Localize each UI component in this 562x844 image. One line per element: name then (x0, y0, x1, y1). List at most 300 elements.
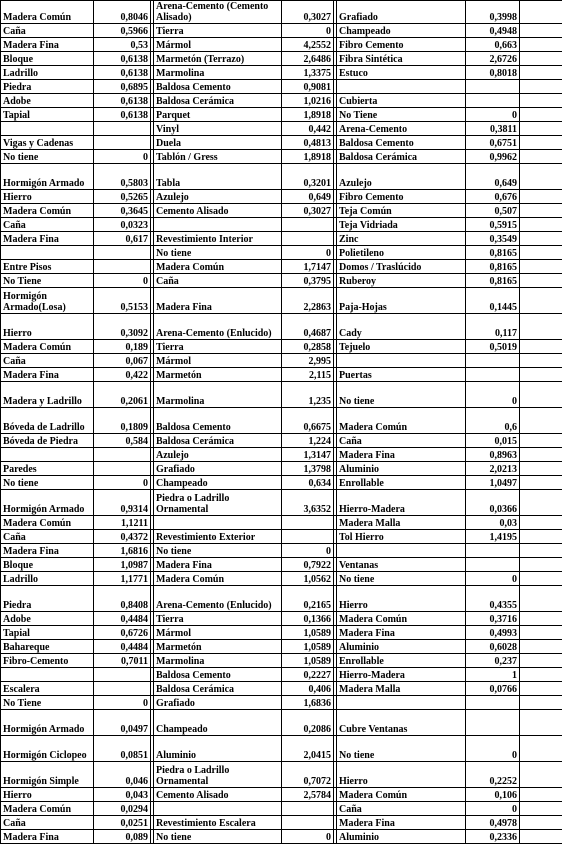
material-label: Revestimiento Exterior (154, 530, 282, 544)
coefficient-value (94, 136, 151, 150)
coefficient-value: 0,5966 (94, 24, 151, 38)
table-row (1, 274, 562, 288)
coefficient-value (466, 558, 520, 572)
spacer-cell (520, 368, 562, 382)
coefficient-value: 0,4484 (94, 640, 151, 654)
spacer-cell (520, 654, 562, 668)
material-label: No tiene (337, 382, 466, 408)
material-label: Hierro-Madera (337, 490, 466, 516)
table-row (1, 122, 562, 136)
table-row (1, 190, 562, 204)
table-row (1, 204, 562, 218)
spacer-cell (520, 530, 562, 544)
coefficient-value: 0,8046 (94, 1, 151, 24)
material-label: Marmetón (Terrazo) (154, 52, 282, 66)
material-label: Hormigón Armado (1, 710, 94, 736)
table-body (1, 1, 562, 844)
material-label: Baldosa Cemento (337, 136, 466, 150)
spacer-cell (520, 1, 562, 24)
table-row (1, 288, 562, 314)
material-label: Madera Común (1, 802, 94, 816)
coefficient-value: 0,3716 (466, 612, 520, 626)
spacer-cell (520, 762, 562, 788)
material-label: Parquet (154, 108, 282, 122)
coefficient-value: 0,0323 (94, 218, 151, 232)
table-row (1, 462, 562, 476)
material-label: Aluminio (337, 462, 466, 476)
material-label: Grafiado (154, 696, 282, 710)
coefficient-value: 3,6352 (282, 490, 334, 516)
table-row (1, 572, 562, 586)
table-row (1, 654, 562, 668)
material-label: Tierra (154, 24, 282, 38)
spacer-cell (520, 66, 562, 80)
material-label: Madera Fina (337, 626, 466, 640)
table-row (1, 788, 562, 802)
material-label: Cemento Alisado (154, 204, 282, 218)
material-label: Madera Fina (337, 448, 466, 462)
coefficient-value: 0,8165 (466, 246, 520, 260)
coefficient-value (94, 682, 151, 696)
material-label: No Tiene (1, 696, 94, 710)
material-label: Enrollable (337, 654, 466, 668)
spacer-cell (520, 640, 562, 654)
coefficient-value: 0 (466, 736, 520, 762)
coefficient-value: 0,4687 (282, 314, 334, 340)
spacer-cell (520, 612, 562, 626)
coefficient-value: 0,0497 (94, 710, 151, 736)
coefficient-value: 0,2061 (94, 382, 151, 408)
coefficient-value: 1,1211 (94, 516, 151, 530)
coefficient-value: 0,237 (466, 654, 520, 668)
material-label: Entre Pisos (1, 260, 94, 274)
coefficient-value: 0 (282, 246, 334, 260)
coefficient-value: 0,3027 (282, 204, 334, 218)
spacer-cell (520, 314, 562, 340)
table-row (1, 368, 562, 382)
material-label: Caña (337, 434, 466, 448)
coefficient-value: 0,015 (466, 434, 520, 448)
coefficient-value (94, 122, 151, 136)
coefficient-value: 1,6816 (94, 544, 151, 558)
material-label: Arena-Cemento (Cemento Alisado) (154, 1, 282, 24)
material-label: No tiene (154, 246, 282, 260)
coefficient-value (466, 94, 520, 108)
coefficient-value: 0,046 (94, 762, 151, 788)
material-label: Paja-Hojas (337, 288, 466, 314)
table-row (1, 218, 562, 232)
material-label: Piedra (1, 586, 94, 612)
material-label: Azulejo (337, 164, 466, 190)
material-label: Baldosa Cemento (154, 408, 282, 434)
spacer-cell (520, 830, 562, 844)
spacer-cell (520, 340, 562, 354)
coefficient-value: 0,7011 (94, 654, 151, 668)
spacer-cell (520, 490, 562, 516)
material-label: Domos / Traslúcido (337, 260, 466, 274)
material-label: Grafiado (337, 1, 466, 24)
material-label: Grafiado (154, 462, 282, 476)
table-row (1, 696, 562, 710)
coefficient-value (94, 668, 151, 682)
material-label: Caña (1, 354, 94, 368)
table-row (1, 24, 562, 38)
material-label: No tiene (337, 736, 466, 762)
coefficient-value (466, 354, 520, 368)
spacer-cell (520, 80, 562, 94)
coefficient-value: 0,5915 (466, 218, 520, 232)
material-label: Arena-Cemento (337, 122, 466, 136)
material-label: Hormigón Ciclopeo (1, 736, 94, 762)
table-row (1, 80, 562, 94)
coefficient-value: 0,067 (94, 354, 151, 368)
coefficient-value (94, 462, 151, 476)
material-label: Caña (154, 274, 282, 288)
coefficient-value: 1,0216 (282, 94, 334, 108)
material-label: Tabla (154, 164, 282, 190)
material-label: Enrollable (337, 476, 466, 490)
material-label: Bloque (1, 558, 94, 572)
table-row (1, 558, 562, 572)
material-label: Ruberoy (337, 274, 466, 288)
spacer-cell (520, 218, 562, 232)
coefficient-value: 0,3027 (282, 1, 334, 24)
coefficient-value: 2,115 (282, 368, 334, 382)
material-label: Baldosa Cemento (154, 668, 282, 682)
spacer-cell (520, 274, 562, 288)
coefficient-value: 0,4484 (94, 612, 151, 626)
material-label: Baldosa Cerámica (337, 150, 466, 164)
coefficient-value (282, 516, 334, 530)
coefficient-value (466, 368, 520, 382)
spacer-cell (520, 586, 562, 612)
spacer-cell (520, 802, 562, 816)
table-row (1, 108, 562, 122)
coefficient-value: 0,4372 (94, 530, 151, 544)
material-label: Mármol (154, 626, 282, 640)
spacer-cell (520, 260, 562, 274)
coefficient-value: 0,3092 (94, 314, 151, 340)
table-row (1, 516, 562, 530)
coefficient-value: 0,0251 (94, 816, 151, 830)
coefficient-value: 1,0589 (282, 640, 334, 654)
coefficient-value: 0,2858 (282, 340, 334, 354)
coefficient-value: 0,0766 (466, 682, 520, 696)
coefficient-value: 1 (466, 668, 520, 682)
coefficient-value: 1,1771 (94, 572, 151, 586)
coefficient-value: 0,9081 (282, 80, 334, 94)
coefficient-value: 0 (466, 572, 520, 586)
spacer-cell (520, 246, 562, 260)
material-label: Hierro (1, 314, 94, 340)
coefficient-value: 2,2863 (282, 288, 334, 314)
spacer-cell (520, 710, 562, 736)
material-label (1, 122, 94, 136)
coefficient-value: 0,8165 (466, 260, 520, 274)
material-label: Caña (1, 816, 94, 830)
material-label: Cady (337, 314, 466, 340)
coefficient-value: 0 (466, 802, 520, 816)
coefficient-value: 1,6836 (282, 696, 334, 710)
coefficient-value: 1,224 (282, 434, 334, 448)
material-label: Teja Vidriada (337, 218, 466, 232)
spacer-cell (520, 136, 562, 150)
coefficient-value: 0,3811 (466, 122, 520, 136)
coefficient-value: 0 (282, 830, 334, 844)
spacer-cell (520, 52, 562, 66)
material-label: Marmetón (154, 640, 282, 654)
coefficient-value: 1,7147 (282, 260, 334, 274)
coefficient-value: 1,8918 (282, 108, 334, 122)
spacer-cell (520, 696, 562, 710)
material-label: No Tiene (337, 108, 466, 122)
spacer-cell (520, 462, 562, 476)
coefficient-value: 0,4993 (466, 626, 520, 640)
material-label: No tiene (154, 544, 282, 558)
table-row (1, 246, 562, 260)
material-label: Madera Malla (337, 516, 466, 530)
material-label: No tiene (154, 830, 282, 844)
table-row (1, 476, 562, 490)
coefficient-value: 0,6751 (466, 136, 520, 150)
spacer-cell (520, 572, 562, 586)
table-row (1, 762, 562, 788)
coefficient-value: 0,106 (466, 788, 520, 802)
coefficient-value: 0,0366 (466, 490, 520, 516)
material-label: Madera Común (1, 516, 94, 530)
material-label: Tapial (1, 108, 94, 122)
coefficient-value: 2,995 (282, 354, 334, 368)
material-label: Paredes (1, 462, 94, 476)
coefficient-value: 0,1809 (94, 408, 151, 434)
table-row (1, 136, 562, 150)
spacer-cell (520, 204, 562, 218)
material-label: Caña (1, 24, 94, 38)
material-label: Vigas y Cadenas (1, 136, 94, 150)
material-label: Madera Común (337, 612, 466, 626)
material-label: Arena-Cemento (Enlucido) (154, 314, 282, 340)
table-row (1, 816, 562, 830)
material-label: Caña (337, 802, 466, 816)
spacer-cell (520, 288, 562, 314)
material-label: Hormigón Armado (1, 164, 94, 190)
coefficient-value (94, 246, 151, 260)
material-label: No tiene (1, 150, 94, 164)
spacer-cell (520, 558, 562, 572)
material-label: Vinyl (154, 122, 282, 136)
coefficient-value: 2,6486 (282, 52, 334, 66)
material-label: Hierro (1, 788, 94, 802)
spacer-cell (520, 816, 562, 830)
table-row (1, 448, 562, 462)
coefficient-value: 0,5019 (466, 340, 520, 354)
table-row (1, 340, 562, 354)
coefficient-value: 0,53 (94, 38, 151, 52)
material-label: Madera y Ladrillo (1, 382, 94, 408)
coefficient-value: 0,6138 (94, 94, 151, 108)
material-label: Aluminio (337, 830, 466, 844)
material-label: Arena-Cemento (Enlucido) (154, 586, 282, 612)
spacer-cell (520, 476, 562, 490)
material-label: Aluminio (337, 640, 466, 654)
coefficient-value: 0,089 (94, 830, 151, 844)
material-label: Azulejo (154, 448, 282, 462)
material-label: Hierro-Madera (337, 668, 466, 682)
coefficient-value: 0,406 (282, 682, 334, 696)
material-label: Madera Fina (154, 288, 282, 314)
table-row (1, 736, 562, 762)
spacer-cell (520, 408, 562, 434)
spacer-cell (520, 94, 562, 108)
material-label: Baldosa Cemento (154, 80, 282, 94)
coefficient-value: 0,4948 (466, 24, 520, 38)
material-label: Fibro-Cemento (1, 654, 94, 668)
coefficient-value: 0,3549 (466, 232, 520, 246)
coefficient-value: 0,043 (94, 788, 151, 802)
table-row (1, 434, 562, 448)
coefficient-value: 0,6726 (94, 626, 151, 640)
coefficient-value: 0,3795 (282, 274, 334, 288)
material-label: Madera Fina (154, 558, 282, 572)
material-label (154, 516, 282, 530)
material-label (337, 354, 466, 368)
coefficient-value (282, 232, 334, 246)
coefficient-value: 0,7922 (282, 558, 334, 572)
coefficient-value (466, 80, 520, 94)
coefficient-value: 0 (94, 150, 151, 164)
material-label: Champeado (154, 476, 282, 490)
spacer-cell (520, 382, 562, 408)
material-label: Piedra (1, 80, 94, 94)
coefficient-value: 0,6138 (94, 52, 151, 66)
table-row (1, 150, 562, 164)
material-label: No tiene (337, 572, 466, 586)
spacer-cell (520, 788, 562, 802)
coefficient-value: 0,9314 (94, 490, 151, 516)
coefficient-value (466, 710, 520, 736)
material-label: Tejuelo (337, 340, 466, 354)
coefficient-value: 0 (94, 476, 151, 490)
coefficient-value: 2,5784 (282, 788, 334, 802)
coefficient-value: 0,8018 (466, 66, 520, 80)
material-label: Baldosa Cerámica (154, 94, 282, 108)
material-label: Adobe (1, 94, 94, 108)
material-label: Ventanas (337, 558, 466, 572)
coefficient-value: 0,3998 (466, 1, 520, 24)
coefficient-value (282, 802, 334, 816)
material-label: Madera Fina (337, 816, 466, 830)
coefficient-value: 0,422 (94, 368, 151, 382)
coefficient-value: 0,1445 (466, 288, 520, 314)
spacer-cell (520, 38, 562, 52)
spacer-cell (520, 24, 562, 38)
table-row (1, 52, 562, 66)
material-label: Mármol (154, 38, 282, 52)
material-label: Adobe (1, 612, 94, 626)
material-label: Azulejo (154, 190, 282, 204)
spacer-cell (520, 668, 562, 682)
coefficient-value: 1,8918 (282, 150, 334, 164)
material-label: Ladrillo (1, 572, 94, 586)
material-label (154, 802, 282, 816)
material-label: Hierro (337, 762, 466, 788)
material-label: Tol Hierro (337, 530, 466, 544)
coefficient-value: 1,4195 (466, 530, 520, 544)
material-label: Marmolina (154, 654, 282, 668)
coefficient-value (466, 696, 520, 710)
material-label: Escalera (1, 682, 94, 696)
material-label: Madera Común (1, 340, 94, 354)
coefficient-value (282, 816, 334, 830)
coefficient-value: 0,7072 (282, 762, 334, 788)
material-label: Hormigón Simple (1, 762, 94, 788)
coefficient-value (94, 448, 151, 462)
table-row (1, 382, 562, 408)
coefficient-value: 1,235 (282, 382, 334, 408)
coefficient-value: 0,4813 (282, 136, 334, 150)
table-row (1, 164, 562, 190)
material-label: Bahareque (1, 640, 94, 654)
material-label: Cubre Ventanas (337, 710, 466, 736)
spacer-cell (520, 544, 562, 558)
material-label: No tiene (1, 476, 94, 490)
coefficient-value: 2,6726 (466, 52, 520, 66)
material-label: Champeado (337, 24, 466, 38)
coefficient-value (282, 218, 334, 232)
table-row (1, 668, 562, 682)
coefficient-value: 0,5803 (94, 164, 151, 190)
coefficient-value: 0,5153 (94, 288, 151, 314)
coefficient-value: 2,0415 (282, 736, 334, 762)
spacer-cell (520, 516, 562, 530)
table-row (1, 94, 562, 108)
material-label: Tierra (154, 612, 282, 626)
material-label: Madera Común (1, 204, 94, 218)
material-label (1, 448, 94, 462)
coefficient-value: 0,584 (94, 434, 151, 448)
coefficient-value: 1,3147 (282, 448, 334, 462)
coefficient-value: 0,5265 (94, 190, 151, 204)
material-label: Fibro Cemento (337, 190, 466, 204)
coefficient-value (282, 530, 334, 544)
coefficient-value: 0 (466, 382, 520, 408)
material-label: Duela (154, 136, 282, 150)
coefficient-value: 0,6138 (94, 66, 151, 80)
material-label: Ladrillo (1, 66, 94, 80)
coefficient-value: 0,8408 (94, 586, 151, 612)
material-label: Mármol (154, 354, 282, 368)
material-label: Madera Común (154, 572, 282, 586)
material-label: Marmetón (154, 368, 282, 382)
spacer-cell (520, 682, 562, 696)
table-row (1, 530, 562, 544)
table-row (1, 314, 562, 340)
spacer-cell (520, 736, 562, 762)
coefficient-value: 0,3201 (282, 164, 334, 190)
spacer-cell (520, 190, 562, 204)
material-label: Revestimiento Escalera (154, 816, 282, 830)
table-row (1, 626, 562, 640)
coefficient-value: 0,2165 (282, 586, 334, 612)
material-label (337, 80, 466, 94)
coefficient-value: 0,676 (466, 190, 520, 204)
table-row (1, 232, 562, 246)
coefficient-value: 0,03 (466, 516, 520, 530)
material-label: Hormigón Armado (1, 490, 94, 516)
table-row (1, 408, 562, 434)
material-label: Revestimiento Interior (154, 232, 282, 246)
coefficient-value: 0 (94, 274, 151, 288)
